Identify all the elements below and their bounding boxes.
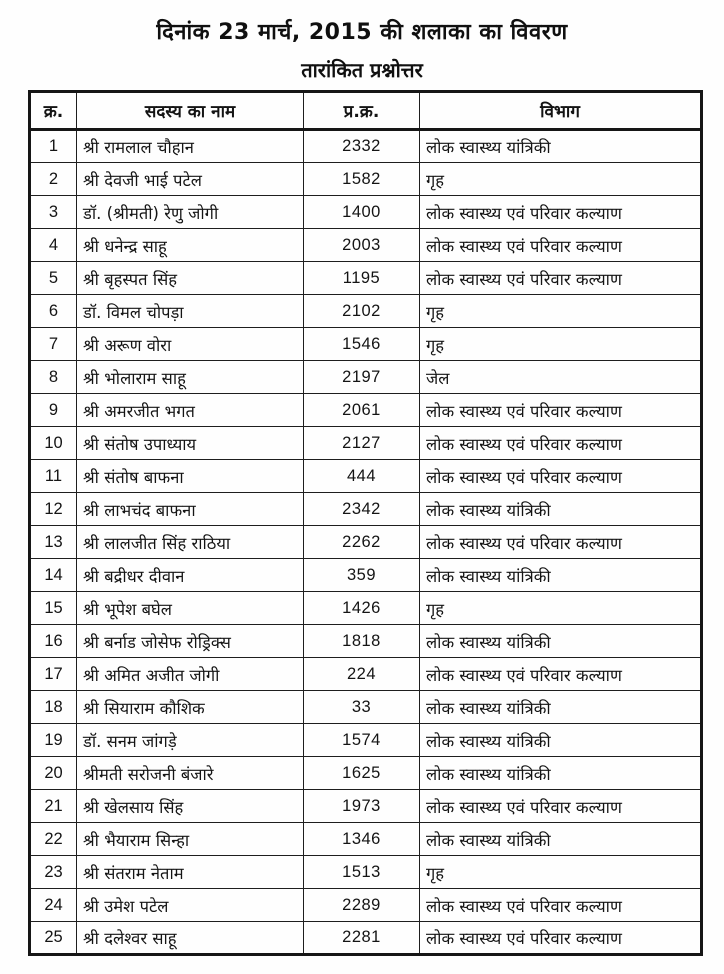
cell-member-name: श्री धनेन्द्र साहू — [77, 229, 304, 262]
cell-member-name: डॉ. विमल चोपड़ा — [77, 295, 304, 328]
table-body — [30, 130, 702, 955]
cell-department: गृह — [420, 295, 702, 328]
cell-member-name: श्री दलेश्वर साहू — [77, 922, 304, 955]
table-header-row — [30, 92, 702, 130]
cell-question-number: 444 — [304, 460, 420, 493]
cell-department: लोक स्वास्थ्य यांत्रिकी — [420, 493, 702, 526]
header-serial-number: क्र. — [30, 92, 77, 130]
cell-question-number: 1973 — [304, 790, 420, 823]
cell-question-number: 33 — [304, 691, 420, 724]
cell-department: गृह — [420, 856, 702, 889]
cell-member-name: श्री भैयाराम सिन्हा — [77, 823, 304, 856]
cell-member-name: श्री संतोष बाफना — [77, 460, 304, 493]
cell-member-name: श्री बर्नाड जोसेफ रोड्रिक्स — [77, 625, 304, 658]
cell-serial-number: 24 — [30, 889, 77, 922]
cell-question-number: 1582 — [304, 163, 420, 196]
table-row — [30, 526, 702, 559]
cell-department: लोक स्वास्थ्य एवं परिवार कल्याण — [420, 889, 702, 922]
table-row — [30, 295, 702, 328]
table-row — [30, 229, 702, 262]
table-row — [30, 625, 702, 658]
cell-serial-number: 10 — [30, 427, 77, 460]
cell-department: लोक स्वास्थ्य यांत्रिकी — [420, 757, 702, 790]
cell-question-number: 2281 — [304, 922, 420, 955]
cell-question-number: 1574 — [304, 724, 420, 757]
cell-question-number: 2197 — [304, 361, 420, 394]
cell-question-number: 1818 — [304, 625, 420, 658]
cell-member-name: श्री रामलाल चौहान — [77, 130, 304, 163]
document-title: दिनांक 23 मार्च, 2015 की शलाका का विवरण — [156, 20, 568, 45]
cell-serial-number: 6 — [30, 295, 77, 328]
cell-member-name: श्री सियाराम कौशिक — [77, 691, 304, 724]
table-row — [30, 592, 702, 625]
cell-serial-number: 17 — [30, 658, 77, 691]
cell-department: लोक स्वास्थ्य एवं परिवार कल्याण — [420, 790, 702, 823]
cell-department: गृह — [420, 328, 702, 361]
cell-member-name: श्री देवजी भाई पटेल — [77, 163, 304, 196]
cell-member-name: श्री उमेश पटेल — [77, 889, 304, 922]
cell-question-number: 1195 — [304, 262, 420, 295]
cell-department: लोक स्वास्थ्य एवं परिवार कल्याण — [420, 922, 702, 955]
cell-member-name: श्री भूपेश बघेल — [77, 592, 304, 625]
table-row — [30, 427, 702, 460]
document-subtitle: तारांकित प्रश्नोत्तर — [301, 58, 423, 82]
table-row — [30, 790, 702, 823]
cell-question-number: 1513 — [304, 856, 420, 889]
cell-department: लोक स्वास्थ्य यांत्रिकी — [420, 691, 702, 724]
table-row — [30, 757, 702, 790]
table-row — [30, 394, 702, 427]
cell-question-number: 1426 — [304, 592, 420, 625]
cell-department: गृह — [420, 592, 702, 625]
cell-question-number: 1546 — [304, 328, 420, 361]
cell-serial-number: 3 — [30, 196, 77, 229]
cell-serial-number: 2 — [30, 163, 77, 196]
members-table — [28, 90, 703, 956]
table-row — [30, 328, 702, 361]
table-row — [30, 922, 702, 955]
cell-member-name: श्रीमती सरोजनी बंजारे — [77, 757, 304, 790]
cell-serial-number: 25 — [30, 922, 77, 955]
cell-department: लोक स्वास्थ्य एवं परिवार कल्याण — [420, 658, 702, 691]
cell-department: लोक स्वास्थ्य एवं परिवार कल्याण — [420, 262, 702, 295]
cell-member-name: डॉ. सनम जांगड़े — [77, 724, 304, 757]
cell-serial-number: 15 — [30, 592, 77, 625]
cell-member-name: श्री लालजीत सिंह राठिया — [77, 526, 304, 559]
cell-serial-number: 4 — [30, 229, 77, 262]
cell-question-number: 2332 — [304, 130, 420, 163]
cell-department: लोक स्वास्थ्य एवं परिवार कल्याण — [420, 427, 702, 460]
table-row — [30, 163, 702, 196]
cell-member-name: श्री संतोष उपाध्याय — [77, 427, 304, 460]
cell-department: गृह — [420, 163, 702, 196]
cell-question-number: 2262 — [304, 526, 420, 559]
cell-department: लोक स्वास्थ्य एवं परिवार कल्याण — [420, 196, 702, 229]
cell-serial-number: 12 — [30, 493, 77, 526]
cell-serial-number: 18 — [30, 691, 77, 724]
cell-serial-number: 23 — [30, 856, 77, 889]
cell-question-number: 224 — [304, 658, 420, 691]
cell-department: लोक स्वास्थ्य यांत्रिकी — [420, 559, 702, 592]
cell-member-name: श्री अमित अजीत जोगी — [77, 658, 304, 691]
table-row — [30, 658, 702, 691]
cell-serial-number: 1 — [30, 130, 77, 163]
cell-serial-number: 14 — [30, 559, 77, 592]
cell-member-name: श्री भोलाराम साहू — [77, 361, 304, 394]
cell-question-number: 2003 — [304, 229, 420, 262]
cell-member-name: श्री संतराम नेताम — [77, 856, 304, 889]
cell-serial-number: 9 — [30, 394, 77, 427]
cell-serial-number: 19 — [30, 724, 77, 757]
table-row — [30, 361, 702, 394]
cell-department: लोक स्वास्थ्य यांत्रिकी — [420, 130, 702, 163]
cell-serial-number: 8 — [30, 361, 77, 394]
header-department: विभाग — [420, 92, 702, 130]
cell-question-number: 1400 — [304, 196, 420, 229]
cell-department: लोक स्वास्थ्य एवं परिवार कल्याण — [420, 394, 702, 427]
cell-member-name: श्री लाभचंद बाफना — [77, 493, 304, 526]
cell-serial-number: 11 — [30, 460, 77, 493]
table-row — [30, 691, 702, 724]
cell-serial-number: 13 — [30, 526, 77, 559]
cell-question-number: 1625 — [304, 757, 420, 790]
cell-member-name: श्री अमरजीत भगत — [77, 394, 304, 427]
cell-question-number: 2342 — [304, 493, 420, 526]
cell-question-number: 359 — [304, 559, 420, 592]
table-row — [30, 856, 702, 889]
table-row — [30, 493, 702, 526]
cell-question-number: 2127 — [304, 427, 420, 460]
cell-member-name: श्री बद्रीधर दीवान — [77, 559, 304, 592]
cell-serial-number: 7 — [30, 328, 77, 361]
cell-question-number: 2289 — [304, 889, 420, 922]
cell-department: लोक स्वास्थ्य यांत्रिकी — [420, 724, 702, 757]
table-header — [30, 92, 702, 130]
cell-serial-number: 21 — [30, 790, 77, 823]
cell-member-name: श्री बृहस्पत सिंह — [77, 262, 304, 295]
header-member-name: सदस्य का नाम — [77, 92, 304, 130]
table-row — [30, 196, 702, 229]
table-row — [30, 262, 702, 295]
cell-department: लोक स्वास्थ्य एवं परिवार कल्याण — [420, 229, 702, 262]
cell-question-number: 1346 — [304, 823, 420, 856]
cell-question-number: 2061 — [304, 394, 420, 427]
cell-department: लोक स्वास्थ्य यांत्रिकी — [420, 823, 702, 856]
cell-member-name: श्री खेलसाय सिंह — [77, 790, 304, 823]
cell-member-name: श्री अरूण वोरा — [77, 328, 304, 361]
cell-department: लोक स्वास्थ्य एवं परिवार कल्याण — [420, 460, 702, 493]
table-row — [30, 889, 702, 922]
table-row — [30, 823, 702, 856]
cell-serial-number: 20 — [30, 757, 77, 790]
cell-department: लोक स्वास्थ्य यांत्रिकी — [420, 625, 702, 658]
table-row — [30, 460, 702, 493]
table-row — [30, 724, 702, 757]
cell-serial-number: 16 — [30, 625, 77, 658]
table-row — [30, 130, 702, 163]
table-row — [30, 559, 702, 592]
header-question-number: प्र.क्र. — [304, 92, 420, 130]
cell-serial-number: 22 — [30, 823, 77, 856]
cell-department: जेल — [420, 361, 702, 394]
cell-question-number: 2102 — [304, 295, 420, 328]
cell-serial-number: 5 — [30, 262, 77, 295]
cell-department: लोक स्वास्थ्य एवं परिवार कल्याण — [420, 526, 702, 559]
cell-member-name: डॉ. (श्रीमती) रेणु जोगी — [77, 196, 304, 229]
